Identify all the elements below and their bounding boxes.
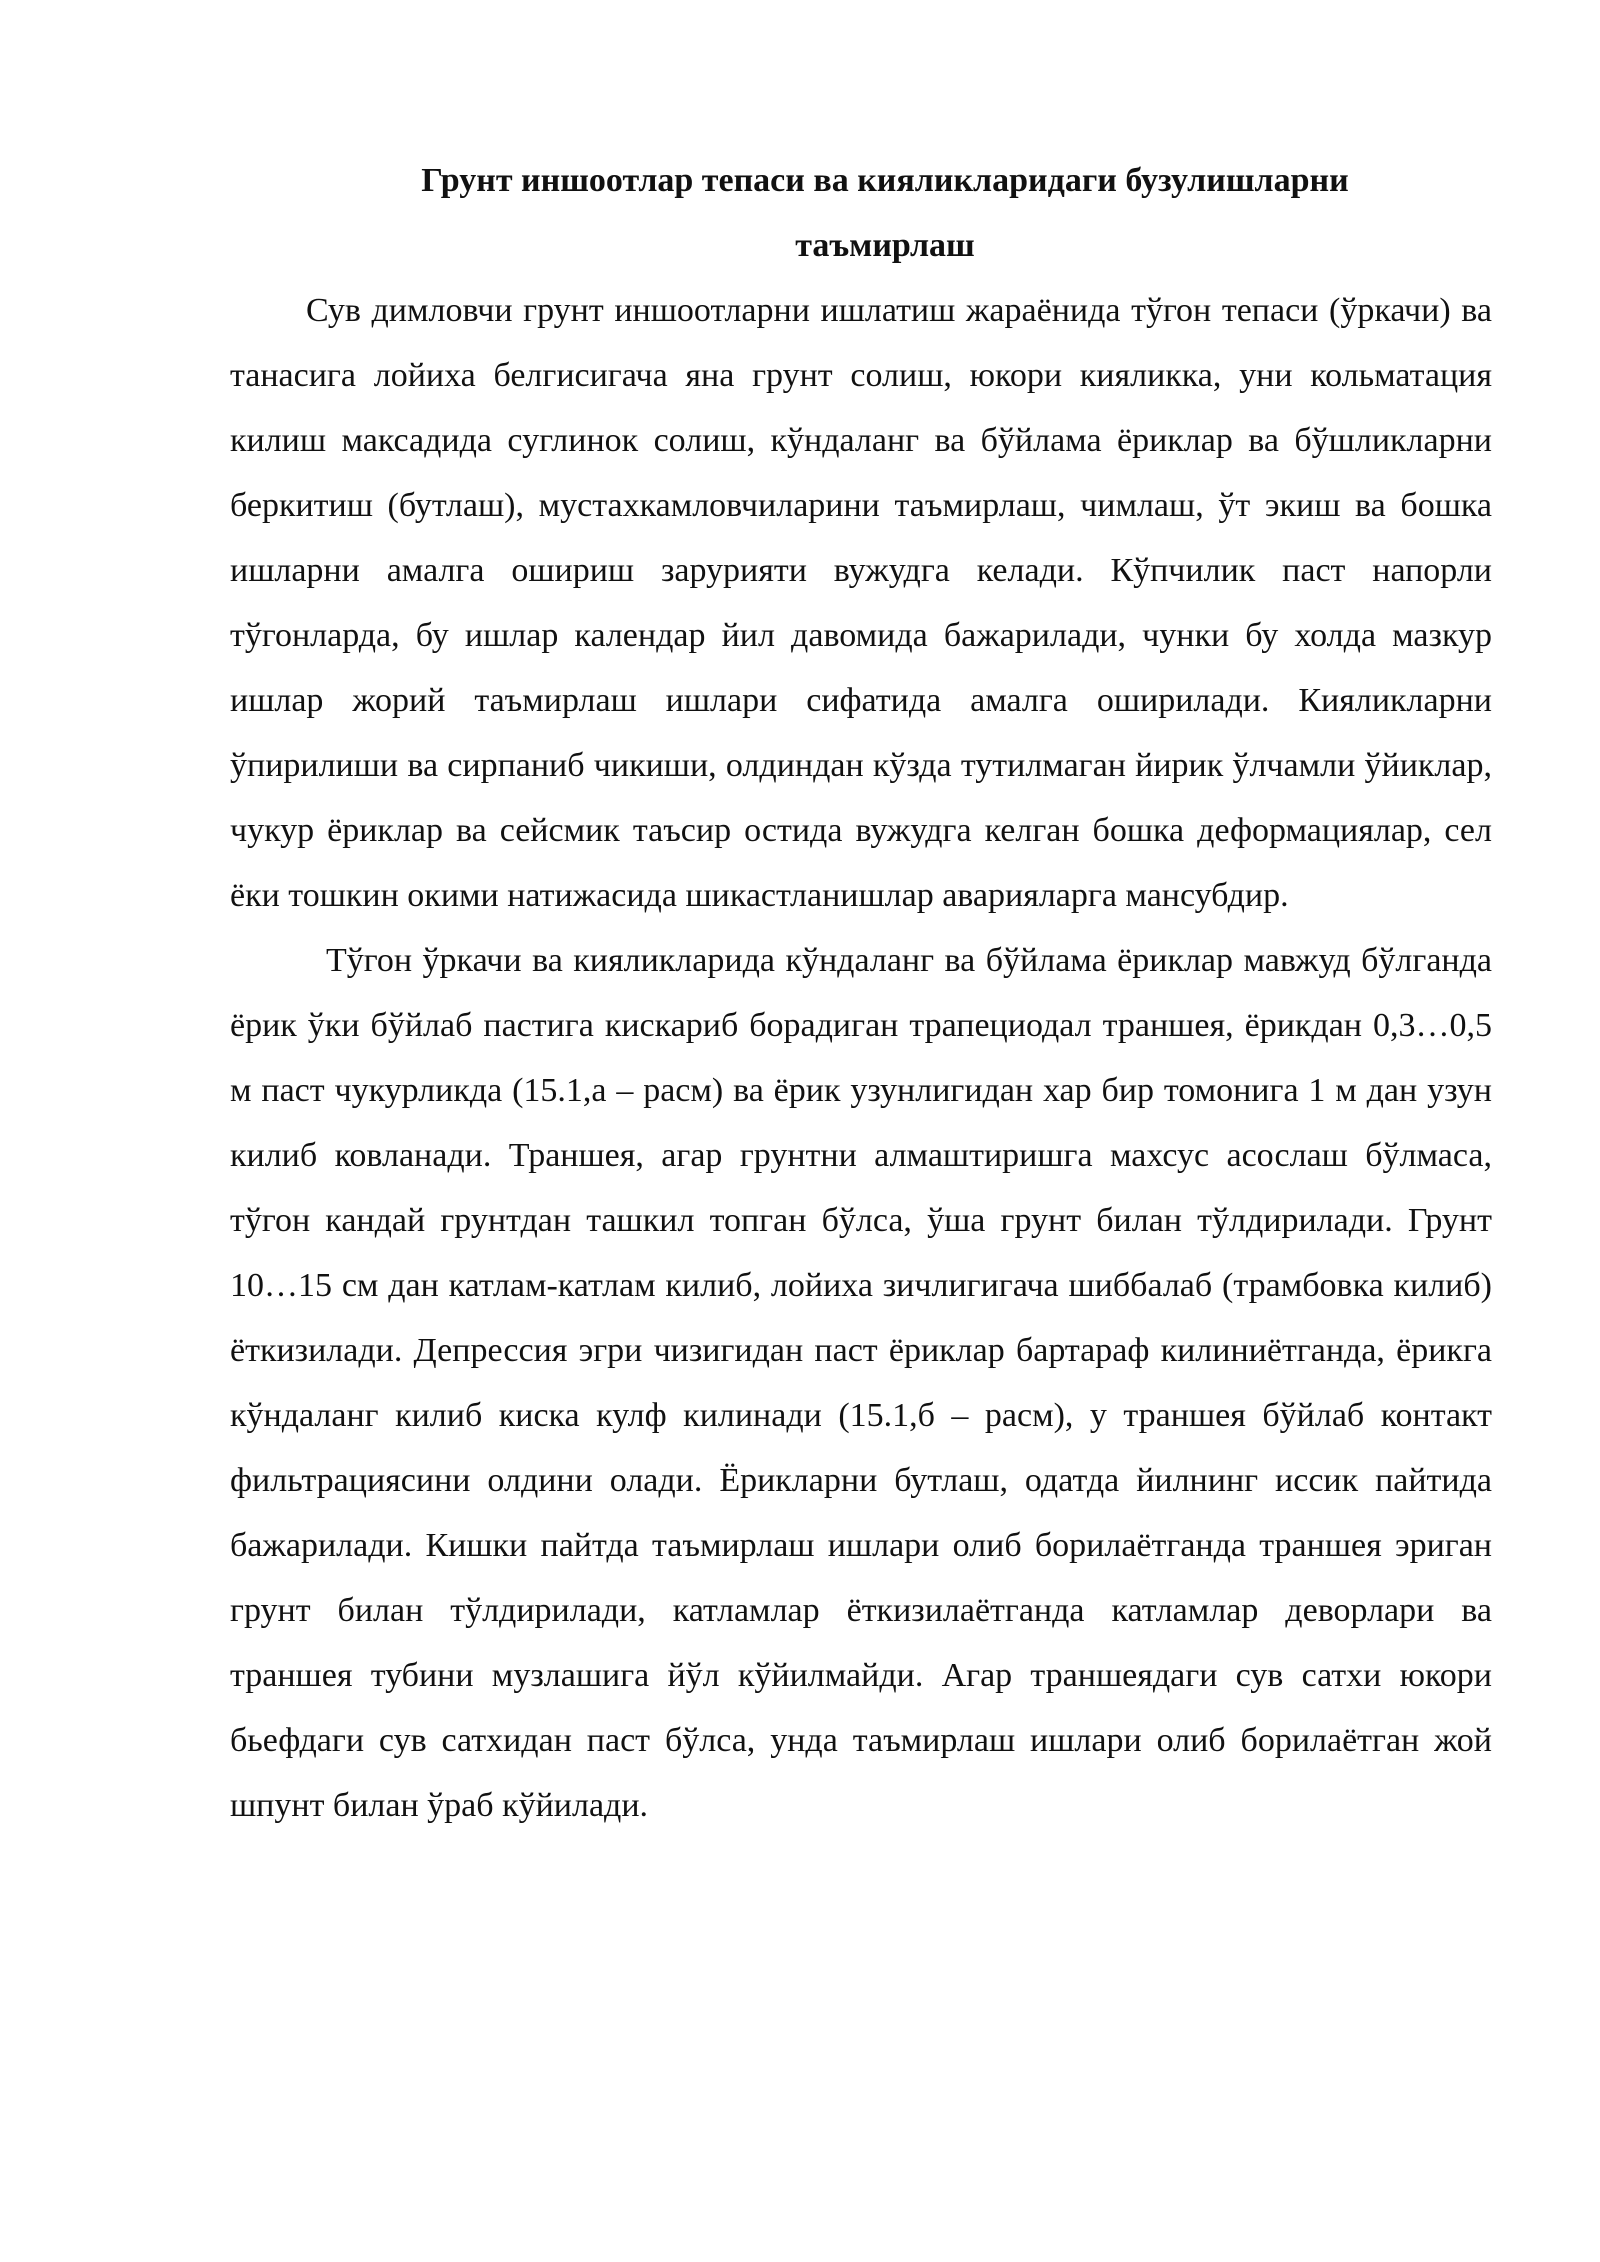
document-title bbox=[230, 148, 1492, 278]
document-page bbox=[230, 148, 1492, 1838]
paragraph-2: Тўгон ўркачи ва кияликларида кўндаланг ва бўйлама ёриклар мавжуд бўлганда ёрик ўки бўйлаб пастига кискариб борадиган трапециодал траншея, ёрикдан 0,3…0,5 м паст чукурликда (15.1,а – расм) ва ёрик узунлигидан хар бир томонига 1 м дан узун килиб ковланади. Траншея, агар грунтни алмаштиришга махсус асослаш бўлмаса, тўгон кандай грунтдан ташкил топган бўлса, ўша грунт билан тўлдирилади. Грунт 10…15 см дан катлам-катлам килиб, лойиха зичлигигача шиббалаб (трамбовка килиб) ёткизилади. Депрессия эгри чизигидан паст ёриклар бартараф килиниётганда, ёрикга кўндаланг килиб киска кулф килинади (15.1,б – расм), у траншея бўйлаб контакт фильтрациясини олдини олади. Ёрикларни бутлаш, одатда йилнинг иссик пайтида бажарилади. Кишки пайтда таъмирлаш ишлари олиб борилаётганда траншея эриган грунт билан тўлдирилади, катламлар ёткизилаётганда катламлар деворлари ва траншея тубини музлашига йўл кўйилмайди. Агар траншеядаги сув сатхи юкори бьефдаги сув сатхидан паст бўлса, унда таъмирлаш ишлари олиб борилаётган жой шпунт билан ўраб кўйилади. bbox=[230, 942, 1492, 1824]
title-line-1: Грунт иншоотлар тепаси ва кияликларидаги бузулишларни bbox=[421, 162, 1349, 199]
title-line-2: таъмирлаш bbox=[795, 227, 975, 264]
paragraph-1: Сув димловчи грунт иншоотларни ишлатиш жараёнида тўгон тепаси (ўркачи) ва танасига лойиха белгисигача яна грунт солиш, юкори кияликка, уни кольматация килиш максадида суглинок солиш, кўндаланг ва бўйлама ёриклар ва бўшликларни беркитиш (бутлаш), мустахкамловчиларини таъмирлаш, чимлаш, ўт экиш ва бошка ишларни амалга ошириш зарурияти вужудга келади. Кўпчилик паст напорли тўгонларда, бу ишлар календар йил давомида бажарилади, чунки бу холда мазкур ишлар жорий таъмирлаш ишлари сифатида амалга оширилади. Кияликларни ўпирилиши ва сирпаниб чикиши, олдиндан кўзда тутилмаган йирик ўлчамли ўйиклар, чукур ёриклар ва сейсмик таъсир остида вужудга келган бошка деформациялар, сел ёки тошкин окими натижасида шикастланишлар аварияларга мансубдир. bbox=[230, 292, 1492, 914]
